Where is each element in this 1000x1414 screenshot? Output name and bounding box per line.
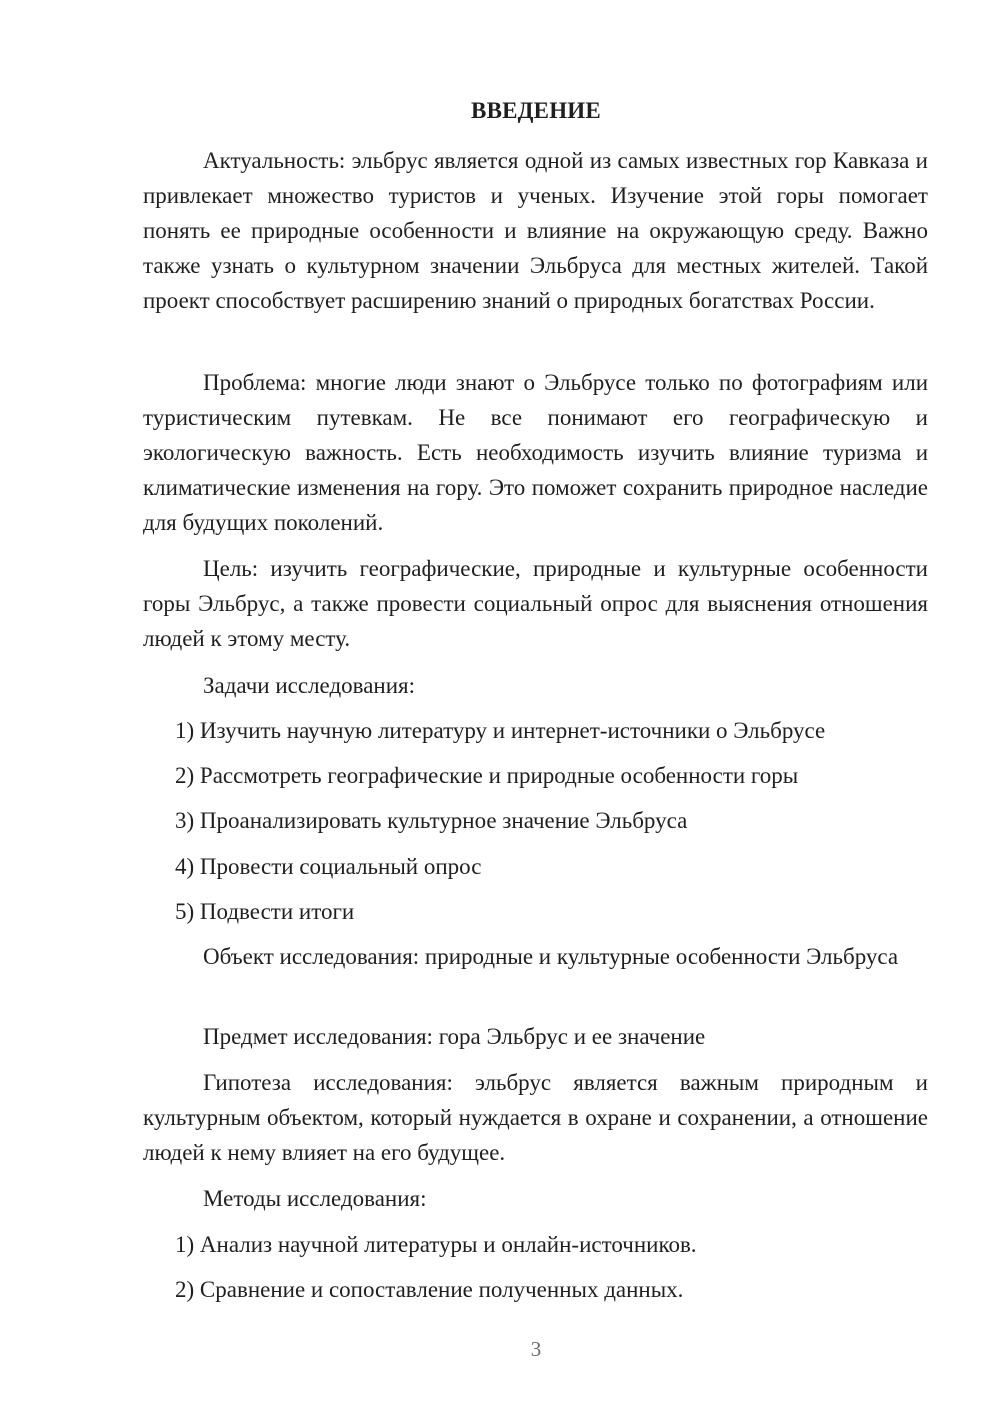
problem-paragraph: Проблема: многие люди знают о Эльбрусе только по фотографиям или туристическим путевкам. Не все понимают его географическую и экологическую важность. Есть необходимость изучить влияние туризма и климатические изменения на гору. Это поможет сохранить природное наследие для будущих поколений. — [143, 370, 928, 535]
page-title: ВВЕДЕНИЕ — [471, 98, 601, 123]
subject-paragraph: Предмет исследования: гора Эльбрус и ее значение — [203, 1024, 706, 1049]
methods-heading: Методы исследования: — [203, 1186, 427, 1211]
tasks-heading: Задачи исследования: — [203, 673, 416, 698]
goal-paragraph: Цель: изучить географические, природные и культурные особенности горы Эльбрус, а также провести социальный опрос для выяснения отношения людей к этому месту. — [143, 556, 928, 651]
relevance-paragraph: Актуальность: эльбрус является одной из самых известных гор Кавказа и привлекает множество туристов и ученых. Изучение этой горы помогает понять ее природные особенности и влияние на окружающую среду. Важно также узнать о культурном значении Эльбруса для местных жителей. Такой проект способствует расширению знаний о природных богатствах России. — [143, 148, 928, 313]
task-item-2: 2) Рассмотреть географические и природные особенности горы — [175, 763, 799, 788]
method-item-1: 1) Анализ научной литературы и онлайн-источников. — [175, 1232, 697, 1257]
task-item-1: 1) Изучить научную литературу и интернет-источники о Эльбрусе — [175, 718, 826, 743]
page-number: 3 — [530, 1337, 542, 1361]
task-item-3: 3) Проанализировать культурное значение Эльбруса — [175, 808, 688, 833]
method-item-2: 2) Сравнение и сопоставление полученных данных. — [175, 1277, 684, 1302]
object-paragraph: Объект исследования: природные и культурные особенности Эльбруса — [203, 944, 899, 969]
task-item-4: 4) Провести социальный опрос — [175, 854, 482, 879]
task-item-5: 5) Подвести итоги — [175, 899, 355, 924]
hypothesis-paragraph: Гипотеза исследования: эльбрус является важным природным и культурным объектом, который нуждается в охране и сохранении, а отношение людей к нему влияет на его будущее. — [143, 1070, 928, 1165]
